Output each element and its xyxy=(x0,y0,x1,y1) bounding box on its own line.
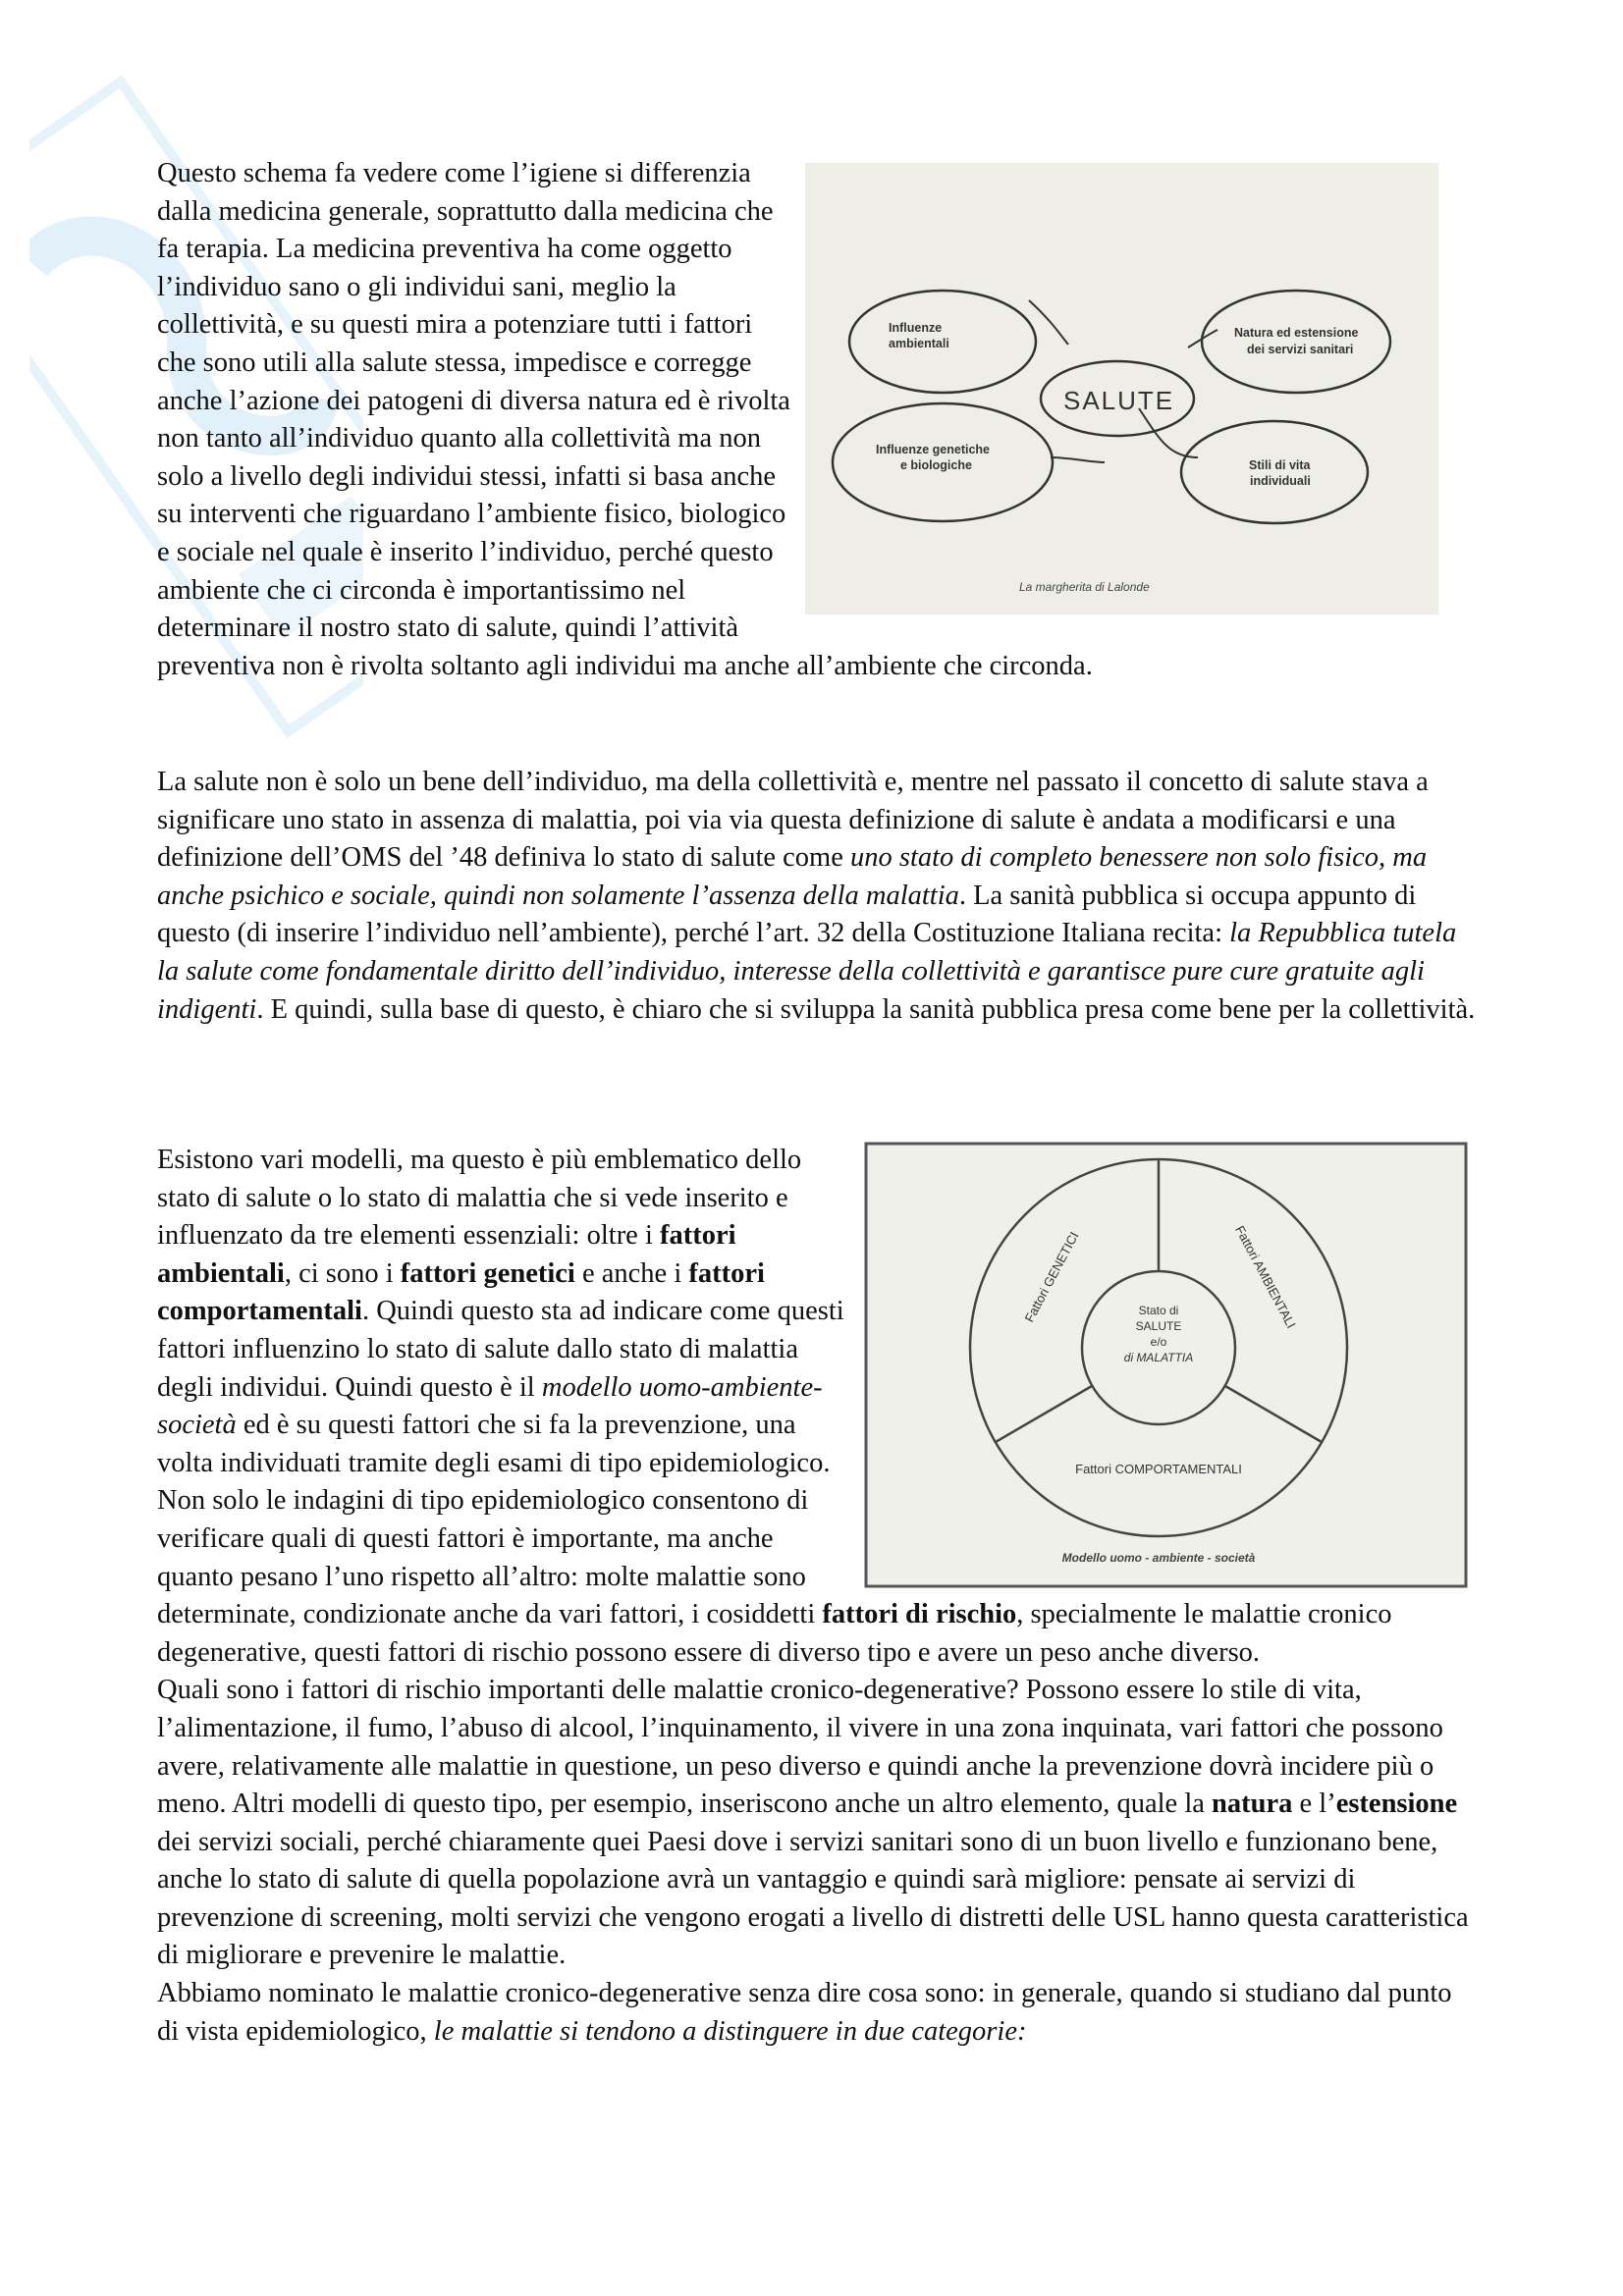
center-line-2: SALUTE xyxy=(1135,1319,1182,1333)
paragraph-2-art-32-quote: la Repubblica tutela la salute come fondamentale diritto dell’individuo, interesse della collettività e garantisce pure cure gratuite agli indigenti xyxy=(157,918,1457,1025)
bold-estensione: estensione xyxy=(1335,1789,1458,1820)
petal-bottom-left-line-2: e biologiche xyxy=(900,458,972,472)
paragraph-1-text: Questo schema fa vedere come l’igiene si differenzia dalla medicina generale, soprattutto dalla medicina che fa terapia. La medicina preventiva ha come oggetto l’individuo sano o gli individui sani, meglio la collettività, e su questi mira a potenziare tutti i fattori che sono utili alla salute stessa, impedisce e corregge anche l’azione dei patogeni di diversa natura ed è rivolta non tanto all’individuo quanto alla collettività ma non solo a livello degli individui stessi, infatti si basa anche su interventi che riguardano l’ambiente fisico, biologico e sociale nel quale è inserito l’individuo, perché questo ambiente che ci circonda è importantissimo nel determinare il nostro stato di salute, quindi l’attività preventiva non è rivolta soltanto agli individui ma anche all’ambiente che circonda. xyxy=(157,158,1093,681)
paragraph-3-part-2: , ci sono i xyxy=(284,1257,401,1289)
paragraph-5-part-1: Abbiamo nominato le malattie cronico-degenerative senza dire cosa sono: in generale, quando si studiano dal punto di vista epidemiologico, xyxy=(157,1978,1452,2047)
paragraph-2-part-3: . E quindi, sulla base di questo, è chiaro che si sviluppa la sanità pubblica presa come bene per la collettività. xyxy=(256,993,1476,1025)
bold-fattori-comportamentali: fattori comportamentali xyxy=(157,1257,765,1327)
paragraph-2-part-1: La salute non è solo un bene dell’individuo, ma della collettività e, mentre nel passato il concetto di salute stava a significare uno stato in assenza di malattia, poi via via questa definizione di salute è andata a modificarsi e una definizione dell’OMS del ’48 definiva lo stato di salute come xyxy=(157,767,1429,874)
petal-top-right-line-1: Natura ed estensione xyxy=(1234,326,1359,340)
petal-bottom-left-line-1: Influenze genetiche xyxy=(876,443,990,456)
center-label: SALUTE xyxy=(1063,386,1175,415)
figure-1-caption: La margherita di Lalonde xyxy=(1019,580,1150,594)
petal-bottom-right-line-2: individuali xyxy=(1250,474,1311,488)
bold-natura: natura xyxy=(1212,1789,1293,1820)
paragraph-4-part-2: e l’ xyxy=(1292,1789,1336,1820)
sector-right-label: Fattori AMBIENTALI xyxy=(1232,1223,1299,1331)
petal-bottom-right-line-1: Stili di vita xyxy=(1249,458,1311,472)
sector-bottom-label: Fattori COMPORTAMENTALI xyxy=(1075,1462,1242,1476)
center-line-1: Stato di xyxy=(1138,1304,1179,1317)
petal-top-left-line-1: Influenze xyxy=(889,321,943,335)
figure-modello-uomo-ambiente-societa xyxy=(864,1142,1468,1588)
petal-top-right-line-2: dei servizi sanitari xyxy=(1247,343,1354,356)
sector-left-label: Fattori GENETICI xyxy=(1021,1229,1082,1325)
figure-margherita-lalonde xyxy=(805,163,1438,614)
center-line-4: di MALATTIA xyxy=(1123,1351,1194,1364)
paragraph-2-part-2: . La sanità pubblica si occupa appunto di questo (di inserire l’individuo nell’ambiente), perché l’art. 32 della Costituzione Italiana recita: xyxy=(157,880,1417,949)
center-line-3: e/o xyxy=(1150,1335,1167,1349)
bold-fattori-genetici: fattori genetici xyxy=(400,1257,575,1289)
italic-modello-uomo-ambiente-societa: modello uomo-ambiente-società xyxy=(157,1371,823,1441)
bold-fattori-di-rischio: fattori di rischio xyxy=(822,1599,1017,1630)
paragraph-2-oms-definition: uno stato di completo benessere non solo fisico, ma anche psichico e sociale, quindi non solamente l’assenza della malattia xyxy=(157,842,1428,911)
paragraph-3-part-6: , specialmente le malattie cronico degenerative, questi fattori di rischio possono essere di diverso tipo e avere un peso anche diverso. xyxy=(157,1599,1392,1668)
paragraph-5-italic: le malattie si tendono a distinguere in due categorie: xyxy=(433,2015,1027,2047)
paragraph-3-part-5: ed è su questi fattori che si fa la prevenzione, una volta individuati tramite degli esami di tipo epidemiologico. Non solo le indagini di tipo epidemiologico consentono di verificare quali di questi fattori è importante, ma anche quanto pesano l’uno rispetto all’altro: molte malattie sono determinate, condizionate anche da vari fattori, i cosiddetti xyxy=(157,1410,831,1630)
paragraph-3-part-4: . Quindi questo sta ad indicare come questi fattori influenzino lo stato di salute dallo stato di malattia degli individui. Quindi questo è il xyxy=(157,1296,844,1403)
paragraph-4-part-1: Quali sono i fattori di rischio importanti delle malattie cronico-degenerative? Possono essere lo stile di vita, l’alimentazione, il fumo, l’abuso di alcool, l’inquinamento, il vivere in una zona inquinata, vari fattori che possono avere, relativamente alle malattie in questione, un peso diverso e quindi anche la prevenzione dovrà incidere più o meno. Altri modelli di questo tipo, per esempio, inseriscono anche un altro elemento, quale la xyxy=(157,1675,1443,1820)
paragraph-3-part-1: Esistono vari modelli, ma questo è più emblematico dello stato di salute o lo stato di malattia che si vede inserito e influenzato da tre elementi essenziali: oltre i xyxy=(157,1145,802,1252)
petal-top-left-line-2: ambientali xyxy=(889,337,949,350)
paragraph-4-part-3: dei servizi sociali, perché chiaramente quei Paesi dove i servizi sanitari sono di un buon livello e funzionano bene, anche lo stato di salute di quella popolazione avrà un vantaggio e quindi sarà migliore: pensate ai servizi di prevenzione di screening, molti servizi che vengono erogati a livello di distretti delle USL hanno questa caratteristica di migliorare e prevenire le malattie. xyxy=(157,1826,1469,1971)
figure-2-caption: Modello uomo - ambiente - società xyxy=(1061,1551,1256,1565)
paragraph-2 xyxy=(157,764,1478,1029)
paragraph-3 xyxy=(157,1142,1478,2051)
bold-fattori-ambientali: fattori ambientali xyxy=(157,1220,736,1289)
paragraph-1 xyxy=(157,155,1478,685)
paragraph-3-part-3: e anche i xyxy=(574,1257,689,1289)
figure-2-frame xyxy=(866,1144,1466,1586)
